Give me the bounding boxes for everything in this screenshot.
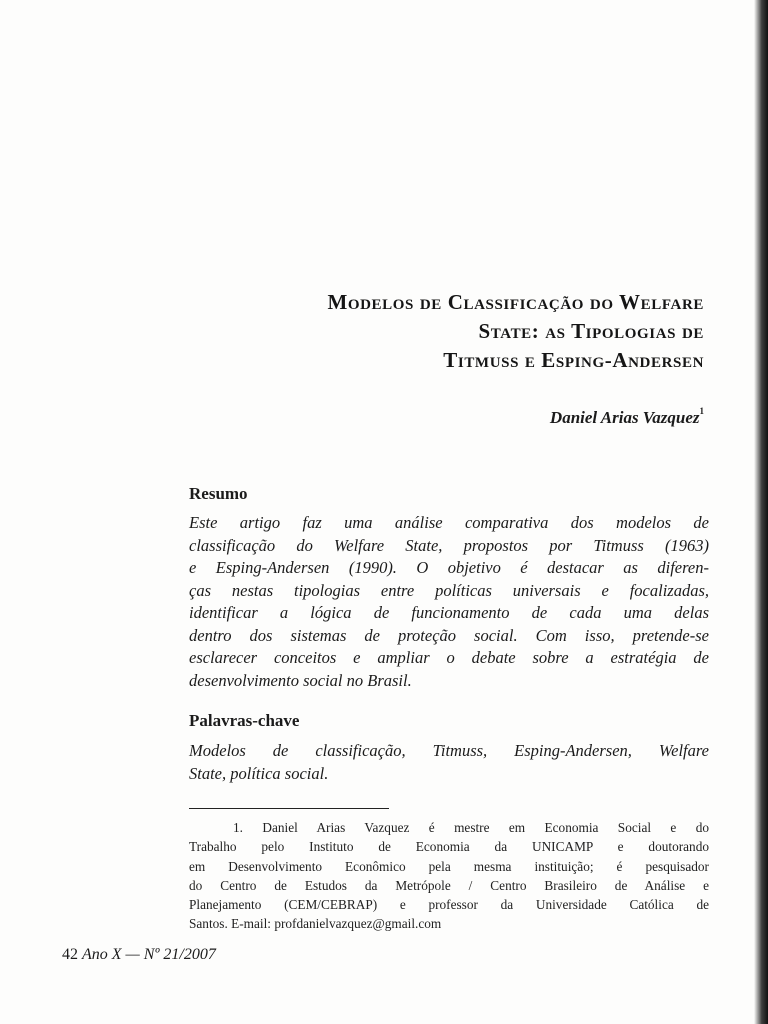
page-folio <box>62 946 216 964</box>
footnote-line: Trabalho pelo Instituto de Economia da UNICAMP e doutorando <box>189 839 709 855</box>
footnote-line: 1. Daniel Arias Vazquez é mestre em Economia Social e do <box>233 820 709 835</box>
keywords-line: Modelos de classificação, Titmuss, Esping-Andersen, Welfare <box>189 741 709 760</box>
footnote-line: Planejamento (CEM/CEBRAP) e professor da Universidade Católica de <box>189 897 709 913</box>
abstract-line: e Esping-Andersen (1990). O objetivo é destacar as diferen- <box>189 558 709 577</box>
abstract-line: identificar a lógica de funcionamento de cada uma delas <box>189 603 709 622</box>
footnote-divider <box>189 808 389 809</box>
abstract-heading: Resumo <box>189 484 248 503</box>
abstract-line: Este artigo faz uma análise comparativa dos modelos de <box>189 513 709 532</box>
footnote-line: do Centro de Estudos da Metrópole / Centro Brasileiro de Análise e <box>189 877 709 893</box>
abstract-line: esclarecer conceitos e ampliar o debate sobre a estratégia de <box>189 648 709 667</box>
keywords-body <box>189 740 709 785</box>
footnote-line: Santos. E-mail: profdanielvazquez@gmail.com <box>189 916 442 932</box>
article-title <box>184 288 704 375</box>
issue-info: Ano X — Nº 21/2007 <box>82 946 216 963</box>
author-footnote-mark: 1 <box>699 406 704 417</box>
title-line-1: Modelos de Classificação do Welfare <box>327 290 704 314</box>
footnote <box>189 818 709 934</box>
abstract-line: dentro dos sistemas de proteção social. Com isso, pretende-se <box>189 625 709 645</box>
page-number: 42 <box>62 946 78 963</box>
abstract-line: classificação do Welfare State, propostos por Titmuss (1963) <box>189 535 709 555</box>
scan-edge-shadow <box>754 0 768 1024</box>
footnote-line: em Desenvolvimento Econômico pela mesma instituição; é pesquisador <box>189 858 709 874</box>
author-name: Daniel Arias Vazquez <box>549 408 700 427</box>
title-line-3: Titmuss e Esping-Andersen <box>443 348 704 372</box>
author-byline <box>550 408 704 428</box>
keywords-line: State, política social. <box>189 763 329 783</box>
title-line-2: State: as Tipologias de <box>478 319 704 343</box>
abstract-line: desenvolvimento social no Brasil. <box>189 670 412 690</box>
abstract-body <box>189 512 709 692</box>
keywords-heading: Palavras-chave <box>189 711 300 730</box>
abstract-line: ças nestas tipologias entre políticas universais e focalizadas, <box>189 580 709 600</box>
